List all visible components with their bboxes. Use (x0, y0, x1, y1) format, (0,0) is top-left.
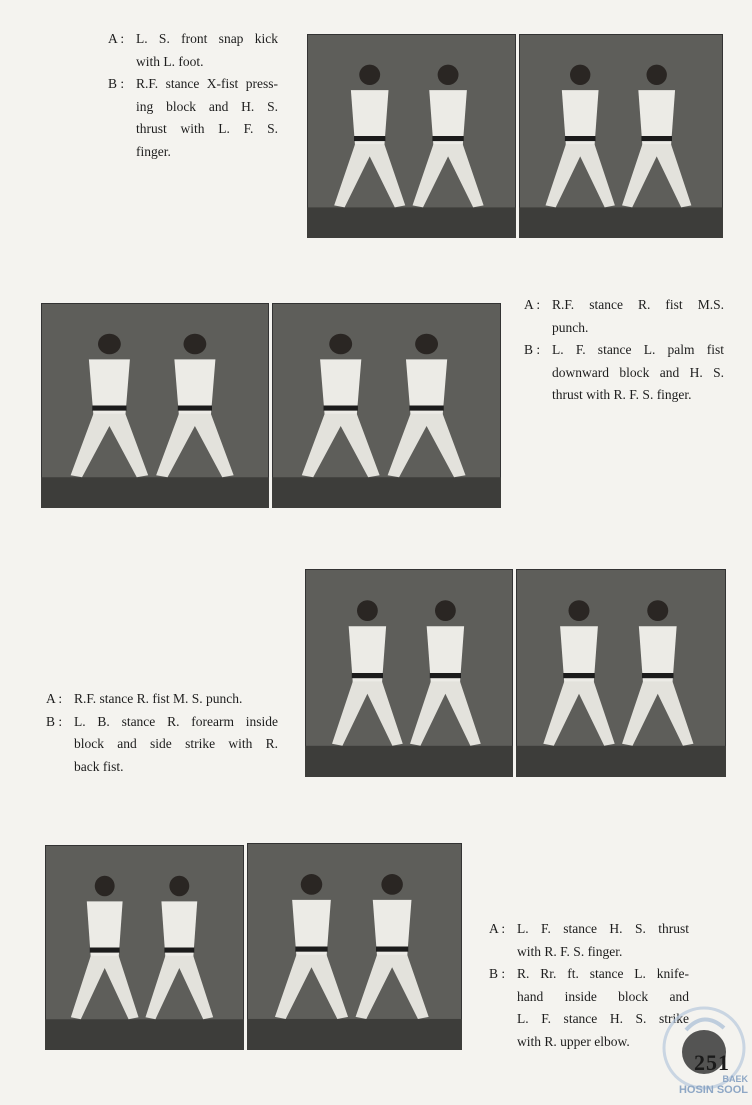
caption-line: finger. (136, 143, 171, 159)
caption-line: R.F. stance R. fist M. S. punch. (74, 691, 243, 706)
caption-line: R. Rr. ft. stance L. knife- (517, 966, 689, 981)
photo-1b (519, 34, 723, 238)
figure-silhouette (334, 65, 405, 208)
caption-line: ing block and H. S. (136, 98, 278, 114)
caption-line: block and side strike with R. (74, 736, 278, 751)
photo-illustration (305, 569, 513, 777)
photo-4a (45, 845, 244, 1050)
caption-line: back fist. (74, 758, 124, 774)
page-number: 251 (694, 1050, 730, 1075)
figure-silhouette (302, 334, 380, 478)
caption-line: L. B. stance R. forearm inside (74, 713, 278, 729)
caption-line: with L. foot. (136, 53, 204, 69)
caption-label: A : (108, 31, 125, 46)
caption-label: A : (489, 921, 506, 936)
caption-label: B : (46, 713, 63, 729)
figure-silhouette (275, 874, 348, 1019)
photo-2a (41, 303, 269, 508)
figure-silhouette (156, 334, 234, 478)
caption-label: B : (524, 342, 541, 357)
figure-silhouette (410, 600, 481, 746)
photo-1a (307, 34, 516, 238)
caption-line: R.F. stance X-fist press- (136, 76, 278, 91)
photo-illustration (272, 303, 501, 508)
photo-illustration (247, 843, 462, 1050)
photo-illustration (45, 845, 244, 1050)
photo-illustration (519, 34, 723, 238)
photo-4b (247, 843, 462, 1050)
caption-line: thrust with R. F. S. finger. (552, 387, 692, 402)
caption-line: hand inside block and (517, 988, 689, 1004)
figure-silhouette (622, 65, 691, 208)
photo-illustration (41, 303, 269, 508)
caption-label: A : (46, 691, 63, 706)
photo-3b (516, 569, 726, 777)
caption-3 (46, 688, 278, 778)
caption-line: thrust with L. F. S. (136, 121, 278, 136)
figure-silhouette (413, 65, 484, 208)
photo-illustration (307, 34, 516, 238)
figure-silhouette (388, 334, 466, 478)
figure-silhouette (71, 334, 149, 478)
figure-silhouette (546, 65, 615, 208)
figure-silhouette (71, 876, 139, 1020)
caption-line: with R. F. S. finger. (517, 943, 623, 959)
figure-silhouette (356, 874, 429, 1019)
caption-2 (524, 294, 724, 407)
photo-3a (305, 569, 513, 777)
figure-silhouette (145, 876, 213, 1020)
figure-silhouette (332, 600, 403, 746)
photo-2b (272, 303, 501, 508)
photo-illustration (516, 569, 726, 777)
figure-silhouette (543, 600, 614, 746)
caption-label: A : (524, 297, 541, 312)
caption-line: L. S. front snap kick (136, 31, 278, 46)
caption-label: B : (108, 76, 125, 91)
caption-1 (108, 28, 278, 163)
caption-line: L. F. stance H. S. strike (517, 1011, 689, 1026)
caption-line: downward block and H. S. (552, 364, 724, 380)
caption-line: R.F. stance R. fist M.S. (552, 297, 724, 312)
caption-line: punch. (552, 319, 589, 335)
caption-line: with R. upper elbow. (517, 1033, 630, 1049)
caption-line: L. F. stance H. S. thrust (517, 921, 689, 936)
caption-line: L. F. stance L. palm fist (552, 342, 724, 357)
watermark-logo (642, 990, 752, 1100)
caption-label: B : (489, 966, 506, 981)
watermark-text: BAEK HOSIN SOOL (678, 1074, 748, 1096)
figure-silhouette (622, 600, 693, 746)
